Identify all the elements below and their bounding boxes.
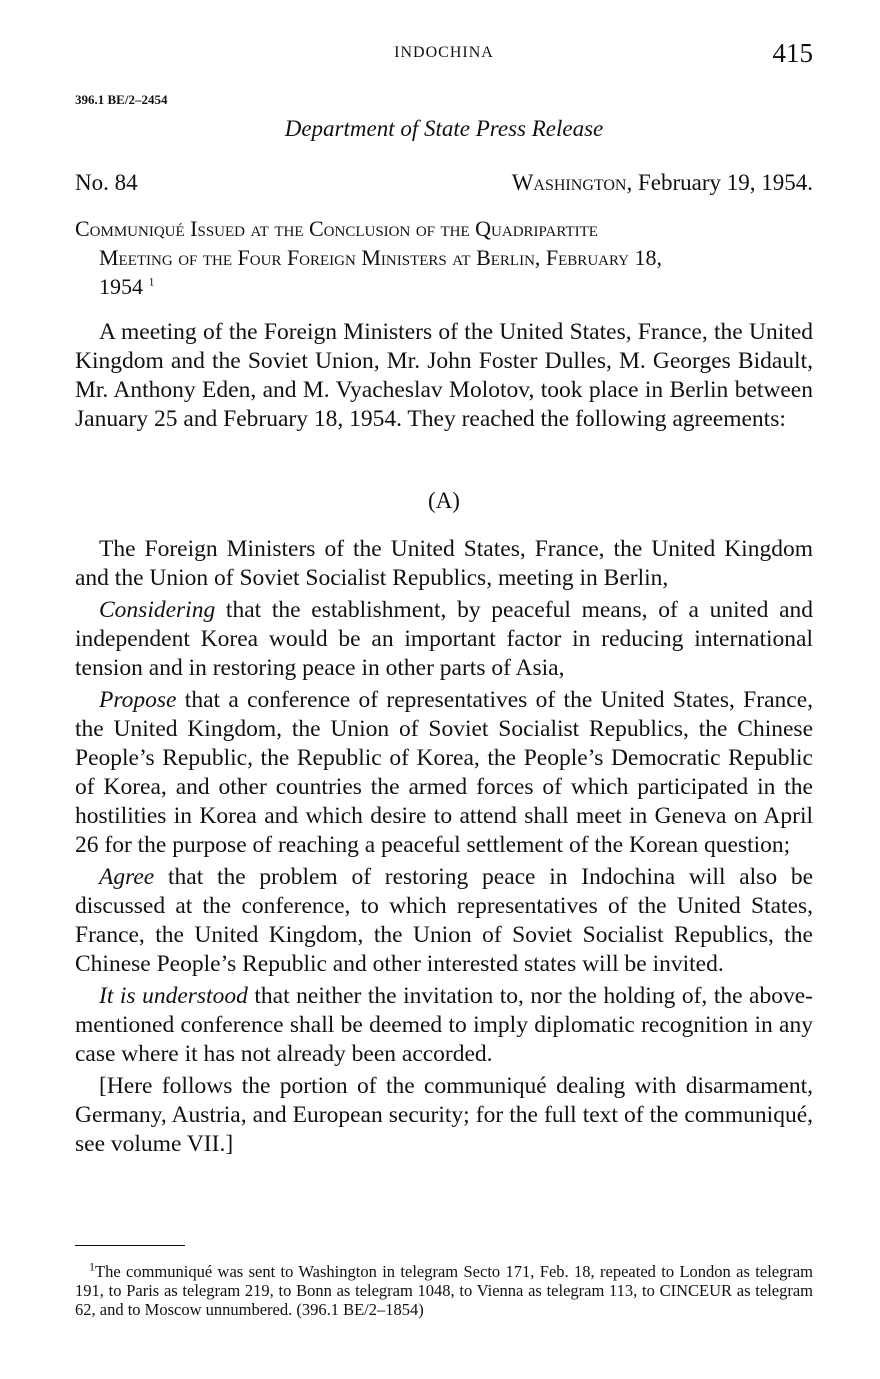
paragraph-2-text: that the establishment, by peaceful means, of a united and independent Korea would be an important factor in reducing international tension and in restoring peace in other parts of Asia, [75, 597, 813, 681]
footnote-rule [75, 1245, 185, 1246]
paragraph-3-lead: Propose [99, 687, 177, 713]
release-dateline [512, 170, 813, 196]
paragraph-4-lead: Agree [99, 864, 155, 890]
running-title: INDOCHINA [394, 44, 494, 61]
paragraph-6: [Here follows the portion of the communiqué dealing with disarmament, Germany, Austria, and European security; for the full text of the communiqué, see volume VII.] [75, 1073, 813, 1157]
section-mark: (A) [428, 488, 460, 513]
heading-line-2: Meeting of the Four Foreign Ministers at Berlin, February 18, [99, 245, 662, 270]
paragraph-3-text: that a conference of representatives of the United States, France, the United Kingdom, the Union of Soviet Socialist Republics, the Chinese People’s Republic, the Republic of Korea, the People’s Democratic Republic of Korea, and other countries the armed forces of which participated in the hostilities in Korea and which desire to attend shall meet in Geneva on April 26 for the purpose of reaching a peaceful settlement of the Korean question; [75, 687, 813, 858]
heading-footnote-ref[interactable]: 1 [148, 274, 155, 289]
release-number: No. 84 [75, 170, 138, 195]
running-head [75, 38, 813, 68]
document-page [75, 0, 813, 1379]
heading-line-3 [75, 272, 813, 301]
paragraph-5 [75, 982, 813, 1069]
communique-heading [75, 214, 813, 301]
page-number: 415 [772, 38, 813, 68]
dateline-city: Washington, [511, 170, 633, 195]
footnote [75, 1259, 813, 1319]
paragraph-2 [75, 596, 813, 683]
paragraph-5-lead: It is understood [99, 983, 248, 1009]
communique-body [75, 535, 813, 1162]
intro-text: A meeting of the Foreign Ministers of the United States, France, the United Kingdom and the Soviet Union, Mr. John Foster Dulles, M. Georges Bidault, Mr. Anthony Eden, and M. Vyacheslav Molotov, took place in Berlin between January 25 and February 18, 1954. They reached the following agreements: [75, 319, 813, 432]
release-title: Department of State Press Release [284, 116, 604, 141]
paragraph-2-lead: Considering [99, 597, 216, 623]
footnote-marker: 1 [89, 1259, 95, 1274]
paragraph-1: The Foreign Ministers of the United States, France, the United Kingdom and the Union of Soviet Socialist Republics, meeting in Berlin, [75, 536, 813, 591]
paragraph-4-text: that the problem of restoring peace in Indochina will also be discussed at the conference, to which representatives of the United States, France, the United Kingdom, the Union of Soviet Socialist Republics, the Chinese People’s Republic and other interested states will be invited. [75, 864, 813, 977]
paragraph-3 [75, 686, 813, 860]
heading-line-1: Communiqué Issued at the Conclusion of the Quadripartite [75, 216, 598, 241]
intro-paragraph [75, 318, 813, 434]
dateline-date: February 19, 1954. [632, 170, 813, 195]
footnote-text: The communiqué was sent to Washington in telegram Secto 171, Feb. 18, repeated to London as telegram 191, to Paris as telegram 219, to Bonn as telegram 1048, to Vienna as telegram 113, to CINCEUR as telegram 62, and to Moscow unnumbered. (396.1 BE/2–1854) [75, 1262, 813, 1319]
file-number: 396.1 BE/2–2454 [75, 92, 168, 107]
paragraph-4 [75, 863, 813, 979]
paragraph-5-text: that neither the invitation to, nor the holding of, the above-mentioned conference shall be deemed to imply diplomatic recognition in any case where it has not already been accorded. [75, 983, 813, 1067]
heading-year: 1954 [99, 274, 143, 299]
